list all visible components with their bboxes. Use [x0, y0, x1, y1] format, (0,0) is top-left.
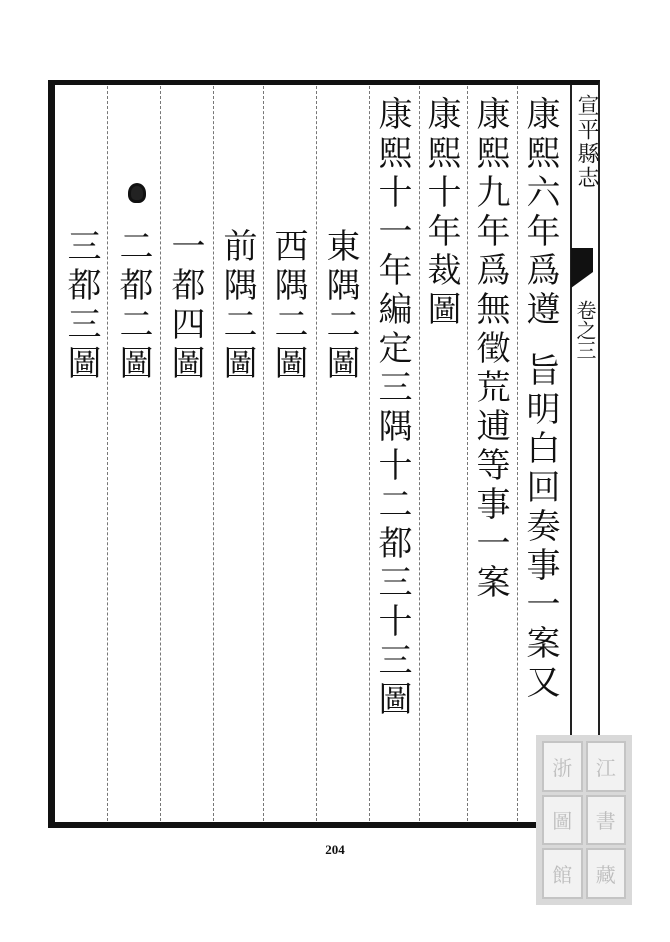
text-column-1	[520, 96, 560, 703]
text-column-1-part-2: 旨明白回奏事一案又	[520, 352, 560, 703]
text-column-2: 康熙九年爲無徵荒逋等事一案	[470, 96, 510, 603]
seal-char: 藏	[586, 848, 627, 899]
column-rule	[419, 86, 420, 821]
book-title: 宣平縣志	[574, 94, 599, 190]
center-column	[570, 85, 602, 822]
text-column-4: 康熙十一年編定三隅十二都三十三圖	[372, 96, 412, 720]
column-rule	[467, 86, 468, 821]
seal-char: 圖	[542, 795, 583, 846]
seal-char: 江	[586, 741, 627, 792]
column-rule	[316, 86, 317, 821]
text-column-3: 康熙十年裁圖	[421, 96, 461, 330]
seal-char: 書	[586, 795, 627, 846]
seal-char: 館	[542, 848, 583, 899]
circle-mark-icon	[128, 183, 146, 203]
text-column-6: 西隅二圖	[268, 228, 308, 384]
page-number: 204	[325, 842, 345, 857]
column-rule	[107, 86, 108, 821]
library-seal-icon	[536, 735, 632, 905]
column-rule	[160, 86, 161, 821]
text-column-10: 三都三圖	[61, 228, 101, 384]
column-rule	[517, 86, 518, 821]
text-column-9: 二都二圖	[113, 228, 153, 384]
text-column-1-part-1: 康熙六年爲遵	[520, 96, 560, 330]
column-rule	[263, 86, 264, 821]
column-rule	[213, 86, 214, 821]
juan-label: 卷之三	[573, 300, 597, 360]
seal-char: 浙	[542, 741, 583, 792]
text-column-7: 前隅二圖	[217, 228, 257, 384]
text-column-5: 東隅二圖	[320, 228, 360, 384]
column-rule	[369, 86, 370, 821]
text-column-8: 一都四圖	[165, 228, 205, 384]
